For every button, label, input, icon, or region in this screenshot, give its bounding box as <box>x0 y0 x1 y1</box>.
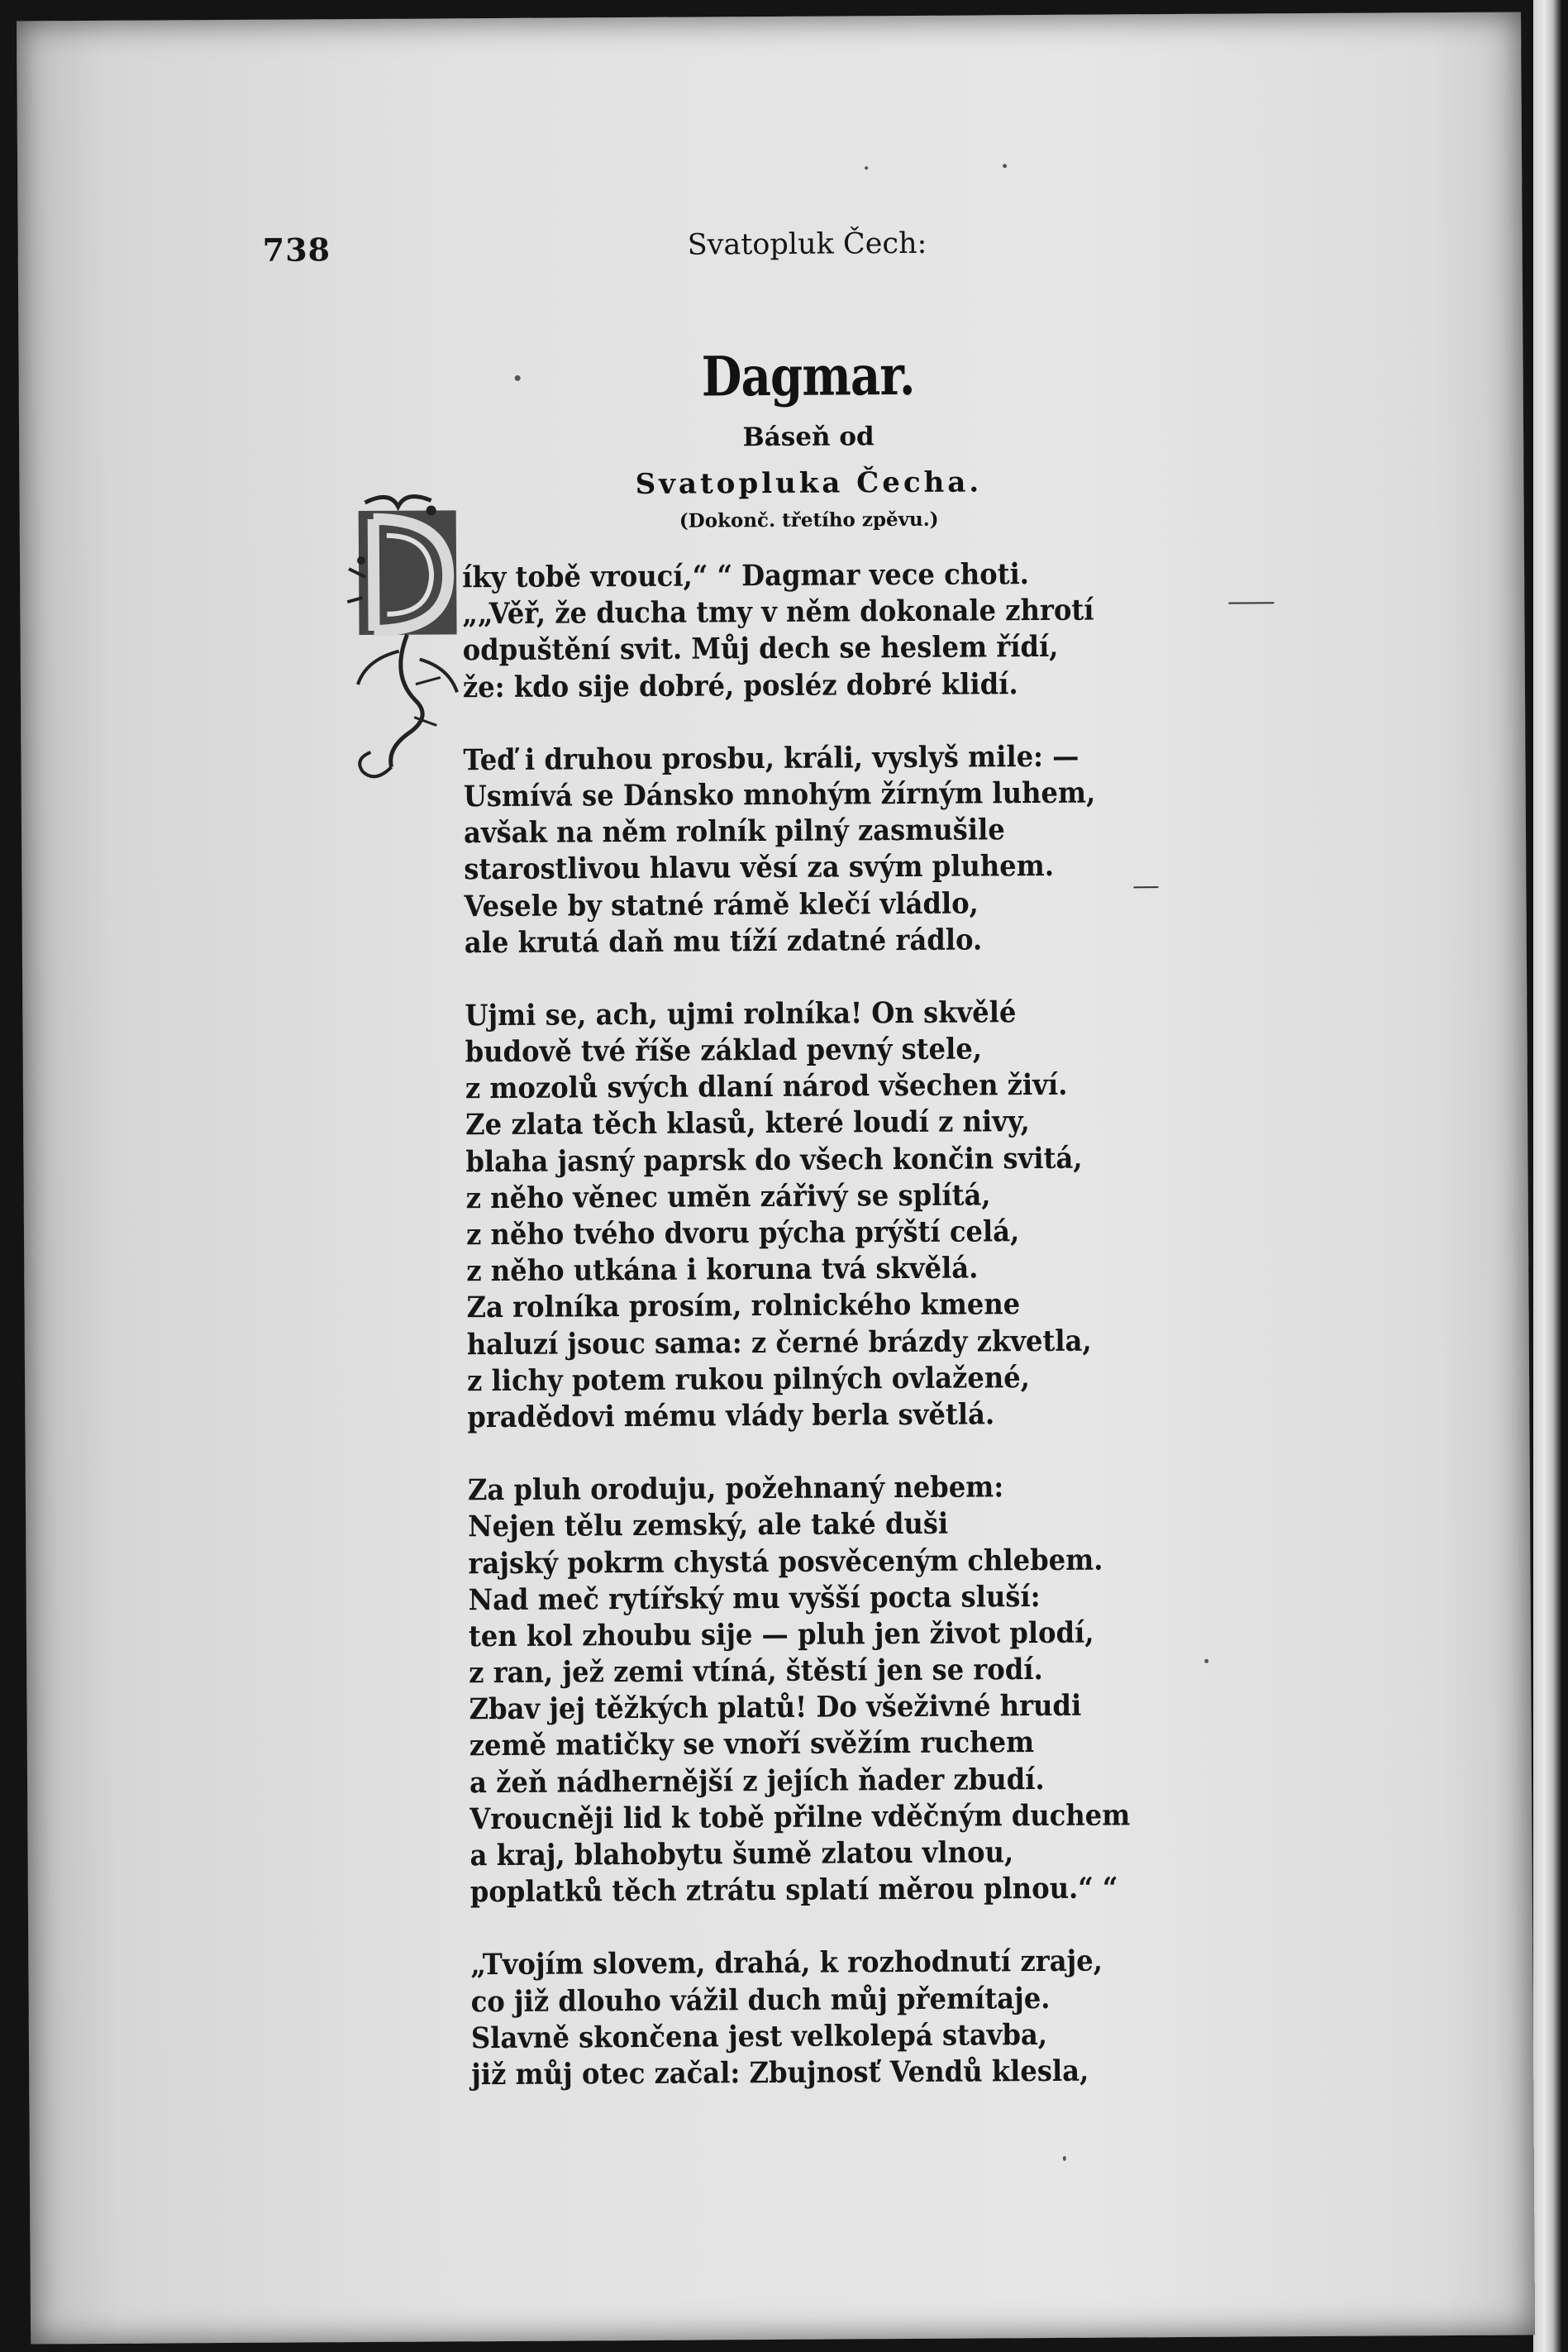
title-block <box>18 338 1568 538</box>
stanza <box>465 994 1197 1437</box>
poem-line: Vroucněji lid k tobě přilne vděčným duchem <box>469 1798 1131 1837</box>
poem-author: Svatopluka Čecha. <box>635 465 983 501</box>
poem-line: a kraj, blahobytu šumě zlatou vlnou, <box>469 1835 1014 1873</box>
poem-subtitle: Báseň od <box>742 422 875 453</box>
margin-mark <box>1133 886 1158 888</box>
paper-speck <box>1063 2156 1066 2161</box>
poem-line: z něho věnec umĕn zářivý se splítá, <box>465 1178 991 1216</box>
poem-note: (Dokonč. třetího zpěvu.) <box>679 508 939 532</box>
poem-line: „Tvojím slovem, drahá, k rozhodnutí zraje, <box>470 1944 1103 1982</box>
stanza <box>462 556 1193 706</box>
poem-line: že: kdo sije dobré, posléz dobré klidí. <box>462 666 1018 704</box>
stanza <box>470 1943 1201 2093</box>
page-header <box>18 223 1523 274</box>
poem-line: blaha jasný paprsk do všech končin svitá, <box>465 1141 1083 1179</box>
poem-line: avšak na něm rolník pilný zasmušile <box>463 813 1005 851</box>
poem-line: z mozolů svých dlaní národ všechen živí. <box>465 1068 1068 1106</box>
poem-line: budově tvé říše základ pevný stele, <box>465 1032 983 1070</box>
poem-line: Nad meč rytířský mu vyšší pocta sluší: <box>468 1579 1041 1617</box>
poem-line: země matičky se vnoří svěžím ruchem <box>469 1725 1035 1763</box>
stanza <box>468 1468 1200 1911</box>
poem-line: již můj otec začal: Zbujnosť Vendů klesla, <box>471 2054 1089 2092</box>
poem-line: starostlivou hlavu věsí za svým pluhem. <box>464 849 1055 887</box>
page-number: 738 <box>262 231 331 269</box>
ornate-initial-letter-icon <box>340 485 474 792</box>
poem-line: Za rolníka prosím, rolnického kmene <box>466 1287 1021 1325</box>
poem-line: Zbav jej těžkých platů! Do všeživné hrudi <box>469 1688 1082 1727</box>
poem-line: co již dlouho vážil duch můj přemítaje. <box>470 1981 1051 2019</box>
poem-line: Teď i druhou prosbu, králi, vyslyš mile: — <box>463 739 1079 778</box>
running-head: Svatopluk Čech: <box>687 227 927 262</box>
poem-line: ten kol zhoubu sije — pluh jen život plodí, <box>468 1615 1094 1654</box>
poem-line: Za pluh oroduju, požehnaný nebem: <box>467 1470 1004 1508</box>
paper-speck <box>865 166 868 169</box>
poem-line: z ran, jež zemi vtíná, štěstí jen se rodí. <box>469 1653 1043 1691</box>
book-page <box>17 12 1535 2344</box>
margin-mark <box>1228 602 1274 604</box>
poem-line: Nejen tělu zemský, ale také duši <box>468 1507 949 1544</box>
poem-line: rajský pokrm chystá posvěceným chlebem. <box>468 1543 1103 1581</box>
poem-line: Vesele by statné rámě klečí vládlo, <box>464 885 979 923</box>
poem-line: Ze zlata těch klasů, které loudí z nivy, <box>465 1104 1030 1143</box>
poem-line: ale krutá daň mu tíží zdatné rádlo. <box>464 923 983 960</box>
poem-line: Usmívá se Dánsko mnohým žírným luhem, <box>463 775 1096 814</box>
poem-line: odpuštění svit. Můj dech se heslem řídí, <box>462 630 1059 668</box>
poem-line: „„Věř, že ducha tmy v něm dokonale zhrotí <box>462 593 1094 632</box>
poem-line: pradědovi mému vlády berla světlá. <box>467 1397 995 1435</box>
poem-line: Ujmi se, ach, ujmi rolníka! On skvělé <box>465 995 1017 1033</box>
poem-title: Dagmar. <box>701 342 915 409</box>
paper-speck <box>515 375 521 381</box>
poem-line: z něho utkána i koruna tvá skvělá. <box>466 1251 979 1289</box>
poem-line: z lichy potem rukou pilných ovlažené, <box>466 1360 1031 1399</box>
poem-text <box>462 556 1202 2130</box>
poem-line: poplatků těch ztrátu splatí měrou plnou.“ “ <box>469 1871 1118 1910</box>
poem-line: z něho tvého dvoru pýcha prýští celá, <box>465 1214 1020 1252</box>
poem-line: íky tobě vroucí,“ “ Dagmar vece choti. <box>462 557 1030 595</box>
poem-line: Slavně skončena jest velkolepá stavba, <box>470 2017 1048 2055</box>
paper-speck <box>1003 164 1007 168</box>
poem-line: a žeň nádhernější z jejích ňader zbudí. <box>469 1762 1045 1800</box>
poem-line: haluzí jsouc sama: z černé brázdy zkvetla, <box>466 1324 1092 1362</box>
paper-speck <box>1204 1659 1208 1663</box>
stanza <box>463 738 1194 962</box>
